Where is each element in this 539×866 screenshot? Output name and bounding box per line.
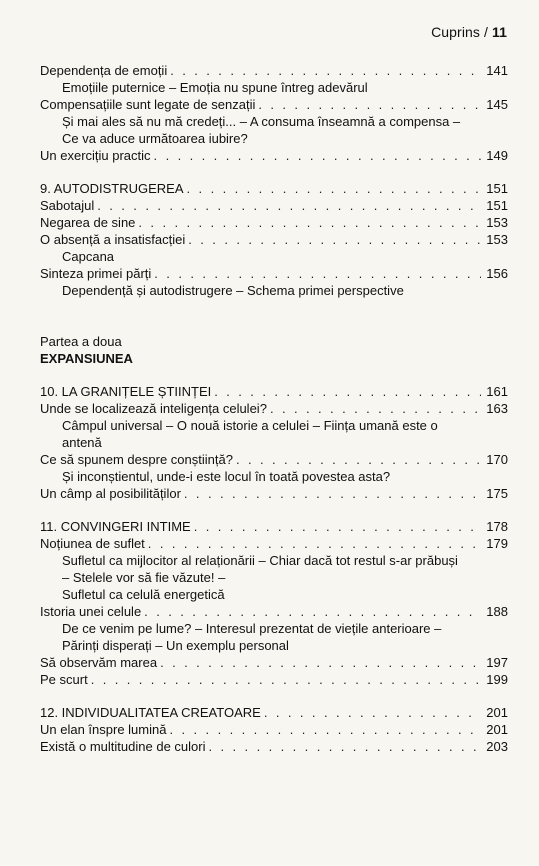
dot-leader — [91, 671, 481, 688]
dot-leader — [236, 451, 481, 468]
toc-subtopics: De ce venim pe lume? – Interesul prezentat de viețile anterioare – Părinți disperați – Un exemplu personal — [62, 621, 442, 653]
toc-entry-title: Să observăm marea — [40, 655, 158, 670]
toc-subtopics: Și inconștientul, unde-i este locul în toată povestea asta? — [62, 469, 391, 484]
toc-entry — [40, 265, 508, 282]
dot-leader — [208, 738, 481, 755]
toc-chapter — [40, 518, 508, 535]
toc-subtopics: Și mai ales să nu mă credeți... – A consuma înseamnă a compensa – Ce va aduce următoarea iubire? — [62, 114, 461, 146]
dot-leader — [188, 231, 481, 248]
toc-entry-title: Noțiunea de suflet — [40, 536, 145, 551]
toc-chapter — [40, 180, 508, 197]
toc-chapter — [40, 383, 508, 400]
toc-entry-title: Sabotajul — [40, 198, 95, 213]
toc-entry-page: 153 — [486, 232, 508, 247]
toc-entry-title: Pe scurt — [40, 672, 88, 687]
toc-chapter-title: 10. LA GRANIȚELE ȘTIINȚEI — [40, 384, 212, 399]
toc-entry-page: 179 — [486, 536, 508, 551]
toc-entry-page: 151 — [486, 181, 508, 196]
dot-leader — [214, 383, 481, 400]
page-header — [431, 24, 507, 40]
dot-leader — [270, 400, 481, 417]
dot-leader — [184, 485, 481, 502]
toc-entry-title: Există o multitudine de culori — [40, 739, 206, 754]
toc-entry-page: 197 — [486, 655, 508, 670]
toc-subtopics: Capcana — [62, 249, 115, 264]
toc-subtopics: Emoțiile puternice – Emoția nu spune întreg adevărul — [62, 80, 368, 95]
toc-chapter-title: 9. AUTODISTRUGEREA — [40, 181, 184, 196]
toc-subtopics: Câmpul universal – O nouă istorie a celulei – Ființa umană este o antenă — [62, 418, 438, 450]
toc-entry — [40, 214, 508, 231]
toc-entry-page: 199 — [486, 672, 508, 687]
toc-entry-page: 201 — [486, 705, 508, 720]
toc-entry — [40, 231, 508, 248]
dot-leader — [97, 197, 481, 214]
toc-entry-page: 175 — [486, 486, 508, 501]
dot-leader — [154, 147, 481, 164]
toc-entry-page: 201 — [486, 722, 508, 737]
toc-entry-title: Compensațiile sunt legate de senzații — [40, 97, 256, 112]
part-title: EXPANSIUNEA — [40, 351, 133, 366]
toc-subtopics: Sufletul ca celulă energetică — [62, 587, 225, 602]
toc-entry-title: Ce să spunem despre conștiință? — [40, 452, 233, 467]
toc-entry — [40, 451, 508, 468]
toc-entry-page: 151 — [486, 198, 508, 213]
dot-leader — [138, 214, 481, 231]
toc-entry-page: 149 — [486, 148, 508, 163]
toc-entry-page: 178 — [486, 519, 508, 534]
toc-entry — [40, 400, 508, 417]
dot-leader — [160, 654, 481, 671]
toc-subtopics: Dependență și autodistrugere – Schema primei perspective — [62, 283, 404, 298]
toc-entry-title: Un elan înspre lumină — [40, 722, 167, 737]
toc-entry-page: 163 — [486, 401, 508, 416]
toc-entry-page: 145 — [486, 97, 508, 112]
dot-leader — [258, 96, 481, 113]
toc-entry — [40, 603, 508, 620]
toc-entry-page: 188 — [486, 604, 508, 619]
toc-entry-page: 153 — [486, 215, 508, 230]
toc-entry-title: Sinteza primei părți — [40, 266, 152, 281]
toc-entry — [40, 62, 508, 79]
toc-entry-title: O absență a insatisfacției — [40, 232, 186, 247]
dot-leader — [187, 180, 481, 197]
toc-entry — [40, 147, 508, 164]
toc-chapter-title: 12. INDIVIDUALITATEA CREATOARE — [40, 705, 261, 720]
toc-entry-title: Unde se localizează inteligența celulei? — [40, 401, 267, 416]
toc-entry-page: 156 — [486, 266, 508, 281]
toc-entry-title: Negarea de sine — [40, 215, 136, 230]
toc-entry — [40, 535, 508, 552]
dot-leader — [148, 535, 481, 552]
part-label: Partea a doua — [40, 334, 122, 349]
toc-entry-page: 203 — [486, 739, 508, 754]
toc-entry-page: 161 — [486, 384, 508, 399]
toc-entry — [40, 738, 508, 755]
toc-entry — [40, 671, 508, 688]
toc-entry-page: 141 — [486, 63, 508, 78]
toc-entry — [40, 96, 508, 113]
dot-leader — [264, 704, 481, 721]
dot-leader — [154, 265, 481, 282]
dot-leader — [169, 721, 481, 738]
toc-entry — [40, 654, 508, 671]
toc-entry-page: 170 — [486, 452, 508, 467]
toc-entry-title: Un câmp al posibilităților — [40, 486, 181, 501]
toc-entry-title: Dependența de emoții — [40, 63, 168, 78]
table-of-contents — [40, 62, 508, 755]
toc-chapter — [40, 704, 508, 721]
toc-chapter-title: 11. CONVINGERI INTIME — [40, 519, 191, 534]
header-page-number: 11 — [492, 24, 507, 40]
toc-entry — [40, 721, 508, 738]
toc-entry-title: Istoria unei celule — [40, 604, 142, 619]
toc-entry — [40, 485, 508, 502]
dot-leader — [144, 603, 481, 620]
dot-leader — [194, 518, 481, 535]
toc-entry-title: Un exercițiu practic — [40, 148, 151, 163]
header-label: Cuprins / — [431, 24, 488, 40]
dot-leader — [170, 62, 481, 79]
toc-subtopics: Sufletul ca mijlocitor al relaționării – Chiar dacă tot restul s-ar prăbuși – Stelele vor să fie văzute! – — [62, 553, 458, 585]
toc-entry — [40, 197, 508, 214]
